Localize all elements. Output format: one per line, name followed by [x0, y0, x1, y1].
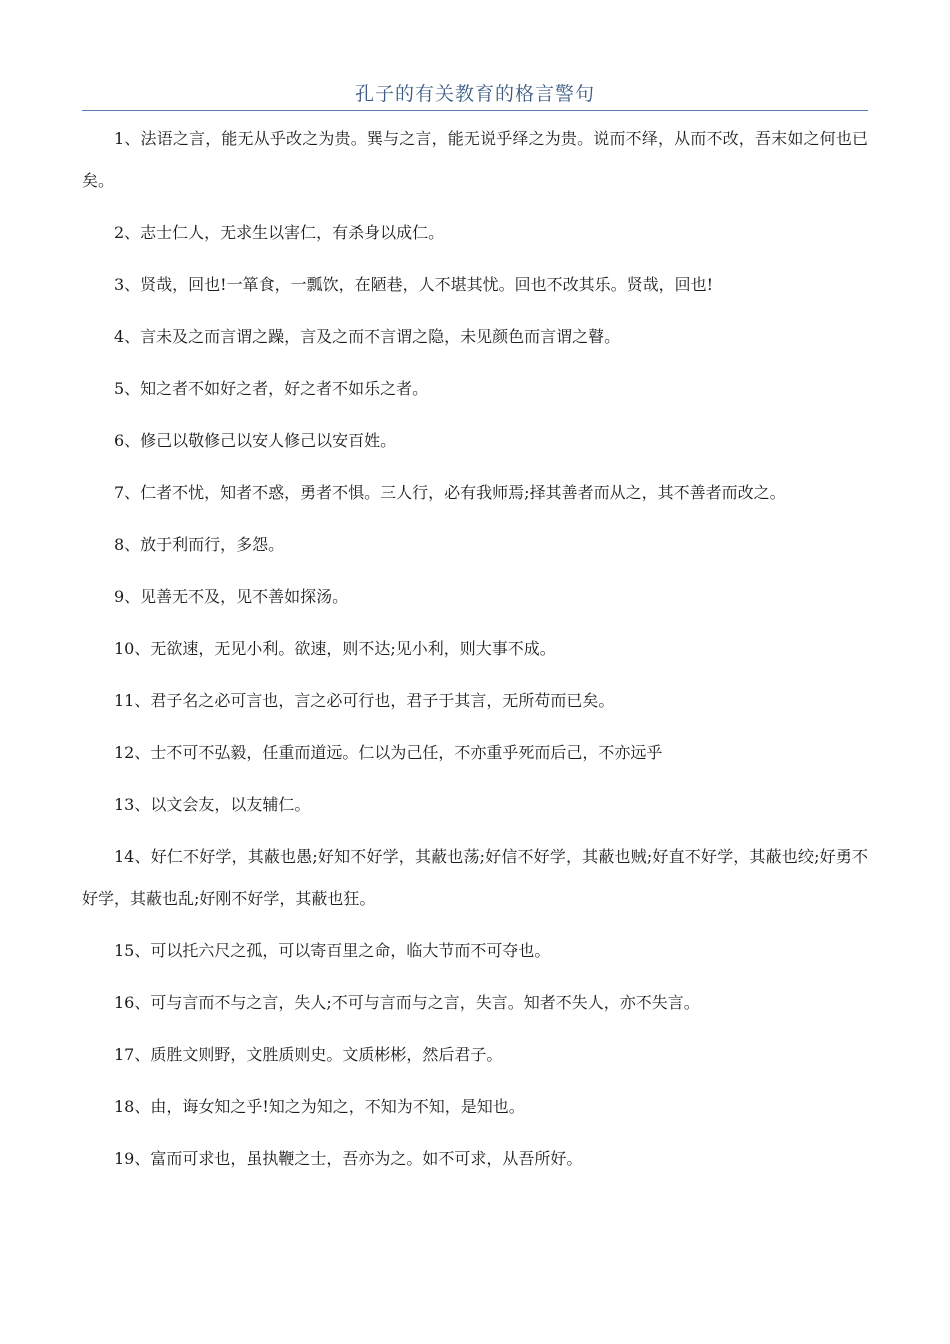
paragraph: 8、放于利而行，多怨。: [114, 535, 285, 554]
title-divider: [82, 110, 868, 111]
paragraph: 16、可与言而不与之言，失人;不可与言而与之言，失言。知者不失人，亦不失言。: [114, 993, 700, 1012]
paragraph: 7、仁者不忧，知者不惑，勇者不惧。三人行，必有我师焉;择其善者而从之，其不善者而改之。: [114, 483, 786, 502]
paragraph: 15、可以托六尺之孤，可以寄百里之命，临大节而不可夺也。: [114, 941, 551, 960]
paragraph: 6、修己以敬修己以安人修己以安百姓。: [114, 431, 397, 450]
paragraph: 10、无欲速，无见小利。欲速，则不达;见小利，则大事不成。: [114, 639, 556, 658]
paragraph: 5、知之者不如好之者，好之者不如乐之者。: [114, 379, 429, 398]
paragraph: 9、见善无不及，见不善如探汤。: [114, 587, 349, 606]
paragraph: 14、好仁不好学，其蔽也愚;好知不好学，其蔽也荡;好信不好学，其蔽也贼;好直不好学，其蔽也绞;好勇不好学，其蔽也乱;好刚不好学，其蔽也狂。: [82, 847, 868, 908]
paragraph: 17、质胜文则野，文胜质则史。文质彬彬，然后君子。: [114, 1045, 503, 1064]
paragraph: 4、言未及之而言谓之躁，言及之而不言谓之隐，未见颜色而言谓之瞽。: [114, 327, 621, 346]
page-title: 孔子的有关教育的格言警句: [354, 83, 595, 105]
paragraph: 3、贤哉，回也!一箪食，一瓢饮，在陋巷，人不堪其忧。回也不改其乐。贤哉，回也!: [114, 275, 714, 294]
document-body: [82, 118, 868, 1190]
paragraph: 11、君子名之必可言也，言之必可行也，君子于其言，无所苟而已矣。: [114, 691, 615, 710]
paragraph: 18、由，诲女知之乎!知之为知之，不知为不知，是知也。: [114, 1097, 525, 1116]
paragraph: 1、法语之言，能无从乎改之为贵。巽与之言，能无说乎绎之为贵。说而不绎，从而不改，吾末如之何也已矣。: [82, 129, 868, 190]
paragraph: 2、志士仁人，无求生以害仁，有杀身以成仁。: [114, 223, 445, 242]
paragraph: 19、富而可求也，虽执鞭之士，吾亦为之。如不可求，从吾所好。: [114, 1149, 583, 1168]
paragraph: 13、以文会友，以友辅仁。: [114, 795, 311, 814]
paragraph: 12、士不可不弘毅，任重而道远。仁以为己任，不亦重乎死而后己，不亦远乎: [114, 743, 663, 762]
